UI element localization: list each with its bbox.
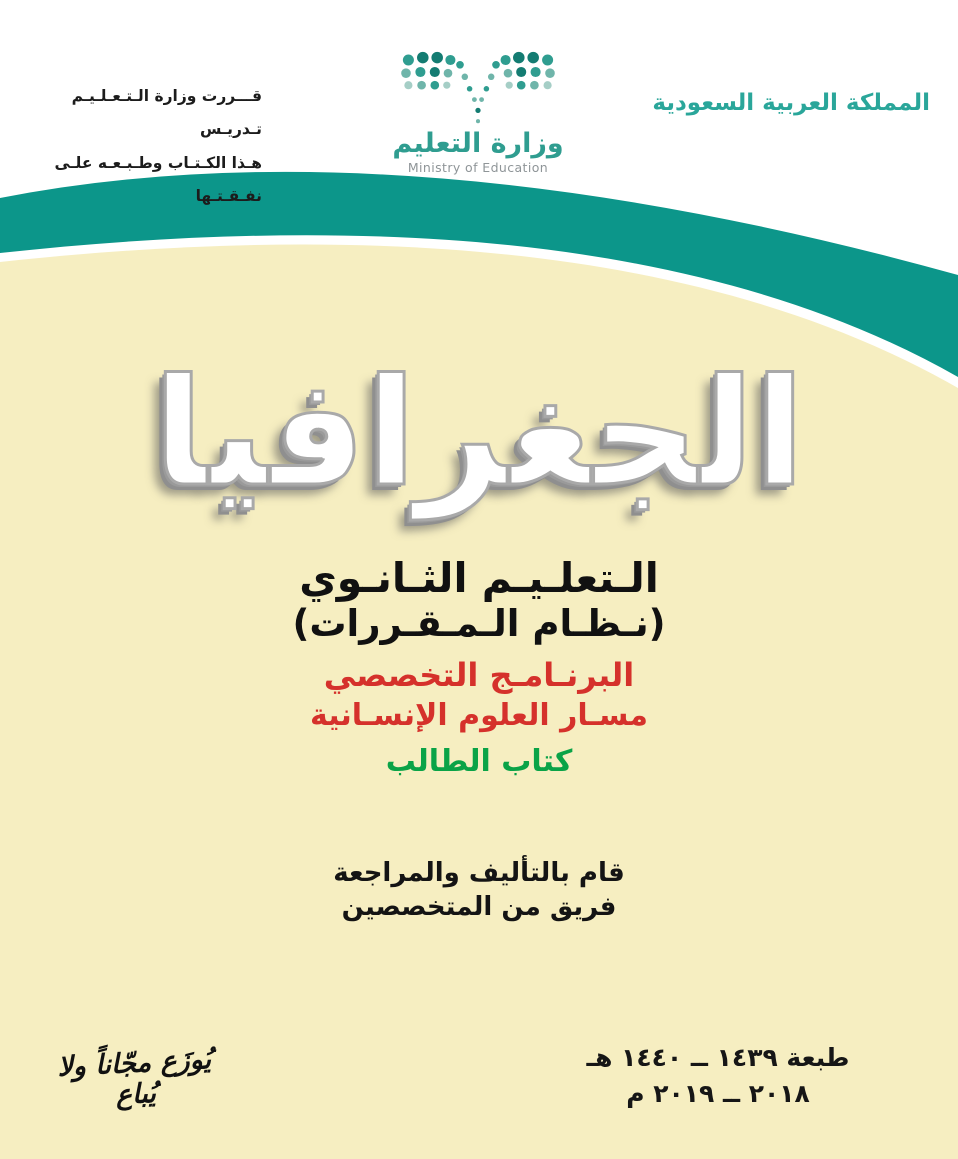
authored-by-label: قام بالتأليف والمراجعة bbox=[333, 858, 625, 888]
subtitle-secondary-education: الـتعلـيـم الثـانـوي bbox=[299, 554, 659, 602]
kingdom-name-label: المملكة العربية السعودية bbox=[652, 90, 930, 116]
edition-gregorian-label: ٢٠١٨ ــ ٢٠١٩ م bbox=[626, 1079, 810, 1109]
subtitle-humanities-track: مسـار العلوم الإنسـانية bbox=[310, 698, 648, 733]
ministry-logo-wordmark: وزارة التعليم bbox=[392, 128, 564, 159]
ministry-logo-english-label: Ministry of Education bbox=[407, 160, 549, 175]
edition-block bbox=[578, 1040, 858, 1113]
authors-label: فريق من المتخصصين bbox=[341, 892, 617, 922]
edition-hijri-label: طبعة ١٤٣٩ ــ ١٤٤٠ هـ bbox=[586, 1043, 850, 1072]
free-distribution-note: يُوزَع مجّاناً ولا يُباع bbox=[56, 1044, 212, 1112]
ministry-statement-line1: قـــررت وزارة الـتـعـلـيـم تـدريـس bbox=[71, 87, 262, 139]
ministry-statement-line2: هـذا الكـتـاب وطـبـعـه علـى نفـقـتـها bbox=[54, 153, 262, 205]
book-title: الجغرافيا bbox=[152, 347, 806, 519]
ministry-logo-dots-icon bbox=[394, 48, 562, 126]
ministry-statement bbox=[30, 80, 262, 213]
ministry-of-education-logo bbox=[388, 48, 568, 175]
subtitle-student-book: كتاب الطالب bbox=[385, 744, 573, 779]
subtitle-specialized-program: البرنـامـج التخصصي bbox=[323, 656, 635, 694]
subtitle-courses-system: (نـظـام الـمـقـررات) bbox=[292, 602, 666, 645]
